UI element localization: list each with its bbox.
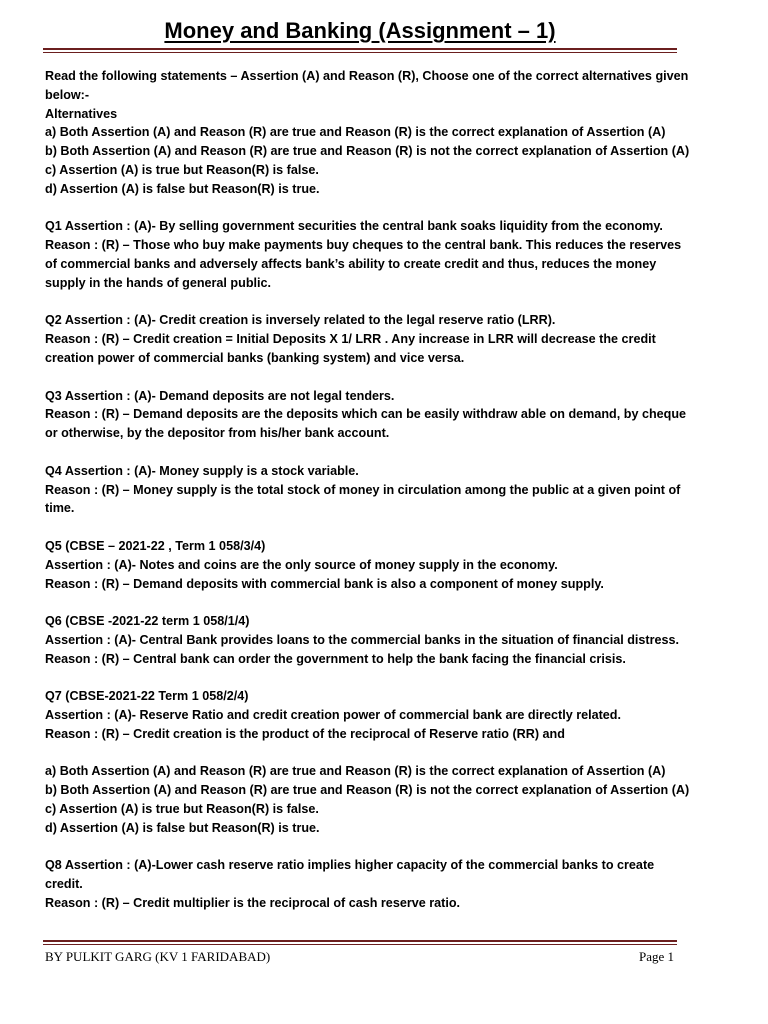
question-reason: Reason : (R) – Demand deposits with commercial bank is also a component of money supply.	[45, 576, 604, 591]
question-assertion: Assertion : (A)- Central Bank provides loans to the commercial banks in the situation of financial distress.	[45, 632, 680, 647]
question-heading: Q7 (CBSE-2021-22 Term 1 058/2/4)	[45, 689, 249, 704]
question-reason: Reason : (R) – Those who buy make payments buy cheques to the central bank. This reduces the reserves	[45, 238, 682, 253]
question-reason: Reason : (R) – Central bank can order the government to help the bank facing the financial crisis.	[45, 651, 626, 666]
document-body	[45, 67, 690, 913]
instructions-block	[45, 67, 690, 199]
question-reason: Reason : (R) – Credit multiplier is the reciprocal of cash reserve ratio.	[45, 896, 461, 911]
answer-option-c: c) Assertion (A) is true but Reason(R) is false.	[45, 802, 319, 817]
question-heading: Q6 (CBSE -2021-22 term 1 058/1/4)	[45, 614, 250, 629]
question-reason: Reason : (R) – Demand deposits are the deposits which can be easily withdraw able on demand, by cheque	[45, 407, 687, 422]
question-assertion: Q3 Assertion : (A)- Demand deposits are not legal tenders.	[45, 388, 395, 403]
question-3	[45, 387, 685, 443]
footer-divider	[43, 940, 677, 945]
answer-option-a: a) Both Assertion (A) and Reason (R) are true and Reason (R) is the correct explanation of Assertion (A)	[45, 764, 666, 779]
answer-option-d: d) Assertion (A) is false but Reason(R) is true.	[45, 820, 320, 835]
alternative-option-b: b) Both Assertion (A) and Reason (R) are true and Reason (R) is not the correct explanation of Assertion (A)	[45, 144, 690, 159]
question-reason: Reason : (R) – Money supply is the total stock of money in circulation among the public at a given point of	[45, 482, 681, 497]
alternative-option-c: c) Assertion (A) is true but Reason(R) is false.	[45, 162, 319, 177]
question-assertion: Q2 Assertion : (A)- Credit creation is inversely related to the legal reserve ratio (LRR).	[45, 313, 556, 328]
alternatives-heading: Alternatives	[45, 106, 118, 121]
instruction-line: Read the following statements – Assertion (A) and Reason (R), Choose one of the correct alternatives given	[45, 69, 689, 83]
question-heading: Q5 (CBSE – 2021-22 , Term 1 058/3/4)	[45, 538, 266, 553]
question-reason: of commercial banks and adversely affects bank’s ability to create credit and thus, reduces the money	[45, 256, 657, 271]
question-reason: Reason : (R) – Credit creation = Initial Deposits X 1/ LRR . Any increase in LRR will decrease the credit	[45, 332, 656, 347]
question-reason: or otherwise, by the depositor from his/her bank account.	[45, 426, 390, 441]
question-2	[45, 311, 685, 367]
header-divider	[43, 48, 677, 53]
alternative-option-d: d) Assertion (A) is false but Reason(R) is true.	[45, 181, 320, 196]
question-4	[45, 462, 685, 518]
question-assertion: Q8 Assertion : (A)-Lower cash reserve ratio implies higher capacity of the commercial banks to create	[45, 858, 655, 873]
alternative-option-a: a) Both Assertion (A) and Reason (R) are true and Reason (R) is the correct explanation of Assertion (A)	[45, 125, 666, 140]
question-6	[45, 612, 685, 668]
question-assertion: credit.	[45, 877, 83, 892]
question-8	[45, 856, 685, 912]
question-reason: creation power of commercial banks (banking system) and vice versa.	[45, 350, 465, 365]
answer-options	[45, 762, 690, 837]
question-assertion: Assertion : (A)- Notes and coins are the only source of money supply in the economy.	[45, 557, 558, 572]
question-reason: time.	[45, 501, 75, 516]
question-reason: supply in the hands of general public.	[45, 275, 272, 290]
answer-option-b: b) Both Assertion (A) and Reason (R) are true and Reason (R) is not the correct explanation of Assertion (A)	[45, 783, 690, 798]
question-1	[45, 217, 685, 292]
footer-author: BY PULKIT GARG (KV 1 FARIDABAD)	[45, 949, 271, 964]
question-7	[45, 687, 685, 743]
page-title: Money and Banking (Assignment – 1)	[164, 18, 556, 43]
question-assertion: Q4 Assertion : (A)- Money supply is a stock variable.	[45, 463, 359, 478]
question-assertion: Q1 Assertion : (A)- By selling government securities the central bank soaks liquidity from the economy.	[45, 219, 663, 234]
page-number: Page 1	[638, 949, 674, 964]
question-reason: Reason : (R) – Credit creation is the product of the reciprocal of Reserve ratio (RR) and	[45, 726, 565, 741]
question-5	[45, 537, 685, 593]
instruction-line: below:-	[45, 87, 90, 102]
question-assertion: Assertion : (A)- Reserve Ratio and credit creation power of commercial bank are directly related.	[45, 708, 621, 723]
